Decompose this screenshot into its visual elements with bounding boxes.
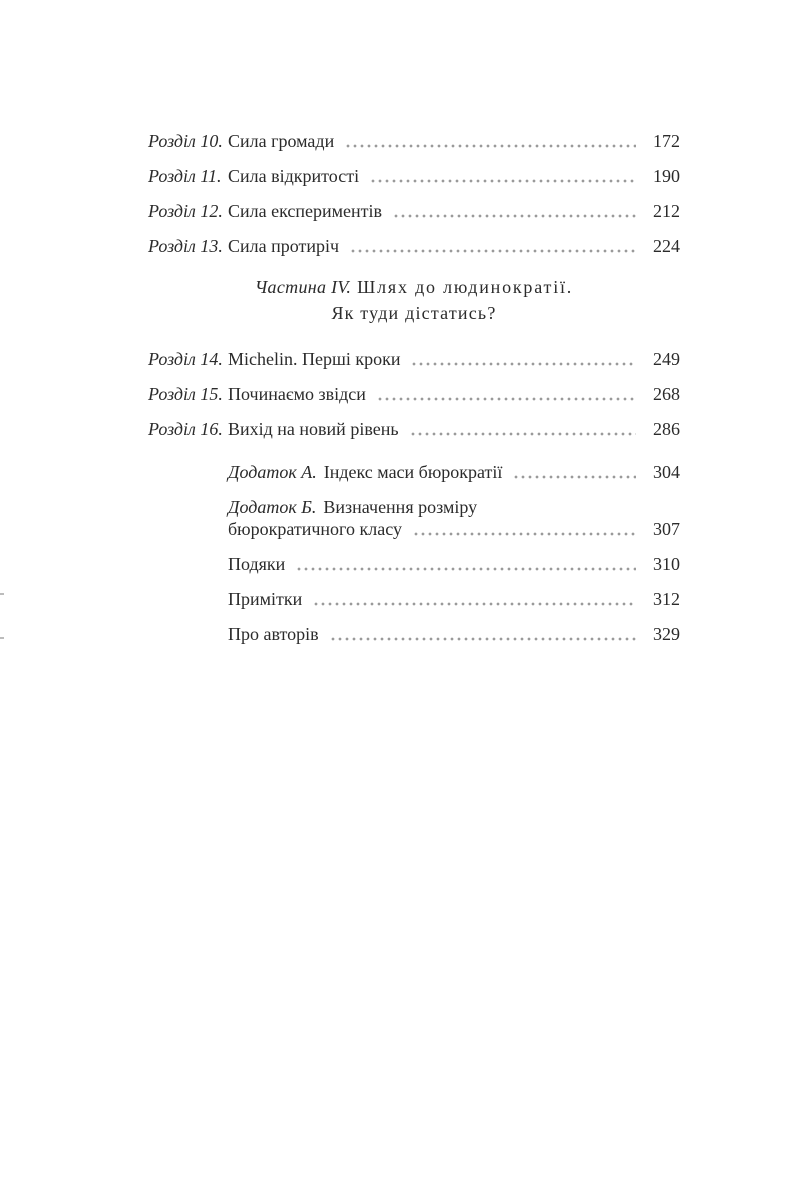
chapter-title: Сила громади [228, 131, 335, 151]
part-heading-line1 [148, 274, 680, 300]
page-number: 224 [653, 236, 680, 256]
entry-title: Подяки [228, 554, 286, 574]
part-number-label: Частина IV. [254, 277, 352, 297]
page-number: 172 [653, 131, 680, 151]
toc-entry-appendix-a [148, 461, 680, 483]
chapter-title: Вихід на новий рівень [228, 419, 399, 439]
page-number: 268 [653, 384, 680, 404]
dotted-leader [331, 637, 636, 641]
toc-entry-acknowledgements [148, 553, 680, 575]
dotted-leader [394, 214, 636, 218]
page-number: 286 [653, 419, 680, 439]
back-matter [148, 461, 680, 645]
dotted-leader [351, 249, 636, 253]
page-number: 310 [653, 554, 680, 574]
chapter-title: Починаємо звідси [228, 384, 366, 404]
toc-entry [148, 235, 680, 257]
chapter-title: Сила експериментів [228, 201, 383, 221]
toc-entry [148, 418, 680, 440]
chapter-label: Розділ 14. [148, 349, 223, 369]
appendix-label: Додаток Б. [228, 497, 317, 517]
toc-entry-appendix-b [148, 496, 680, 540]
chapter-label: Розділ 15. [148, 384, 223, 404]
appendix-title-line2: бюрократичного класу [228, 519, 402, 539]
chapter-title: Сила відкритості [228, 166, 360, 186]
toc-entry-about-authors [148, 623, 680, 645]
scan-artifact [0, 593, 4, 595]
page-number: 212 [653, 201, 680, 221]
page-number: 249 [653, 349, 680, 369]
table-of-contents [148, 130, 680, 658]
appendix-title: Індекс маси бюрократії [323, 462, 503, 482]
part-heading [148, 274, 680, 326]
dotted-leader [371, 179, 636, 183]
chapter-label: Розділ 10. [148, 131, 223, 151]
dotted-leader [411, 432, 636, 436]
dotted-leader [346, 144, 636, 148]
entry-title: Про авторів [228, 624, 319, 644]
chapter-title: Michelin. Перші кроки [228, 349, 401, 369]
chapter-label: Розділ 16. [148, 419, 223, 439]
chapter-label: Розділ 13. [148, 236, 223, 256]
dotted-leader [297, 567, 636, 571]
toc-entry [148, 348, 680, 370]
appendix-entry-text [228, 461, 502, 483]
chapter-label: Розділ 12. [148, 201, 223, 221]
part-title: Шлях до людинократії. [357, 277, 574, 297]
scan-artifact [0, 637, 4, 639]
page-number: 304 [653, 462, 680, 482]
page-number: 190 [653, 166, 680, 186]
page-number: 312 [653, 589, 680, 609]
dotted-leader [514, 475, 636, 479]
appendix-entry-line2 [228, 518, 680, 540]
toc-entry [148, 130, 680, 152]
part-subtitle: Як туди дістатись? [331, 303, 497, 323]
entry-title: Примітки [228, 589, 303, 609]
appendix-entry-text [228, 496, 680, 518]
page-number: 329 [653, 624, 680, 644]
chapter-label: Розділ 11. [148, 166, 222, 186]
appendix-title-line1: Визначення розміру [323, 497, 478, 517]
dotted-leader [378, 397, 636, 401]
toc-entry [148, 165, 680, 187]
chapter-title: Сила протиріч [228, 236, 340, 256]
page-number: 307 [653, 519, 680, 539]
toc-entry [148, 200, 680, 222]
dotted-leader [412, 362, 636, 366]
toc-entry [148, 383, 680, 405]
toc-entry-notes [148, 588, 680, 610]
dotted-leader [414, 532, 636, 536]
appendix-label: Додаток А. [228, 462, 317, 482]
dotted-leader [314, 602, 636, 606]
